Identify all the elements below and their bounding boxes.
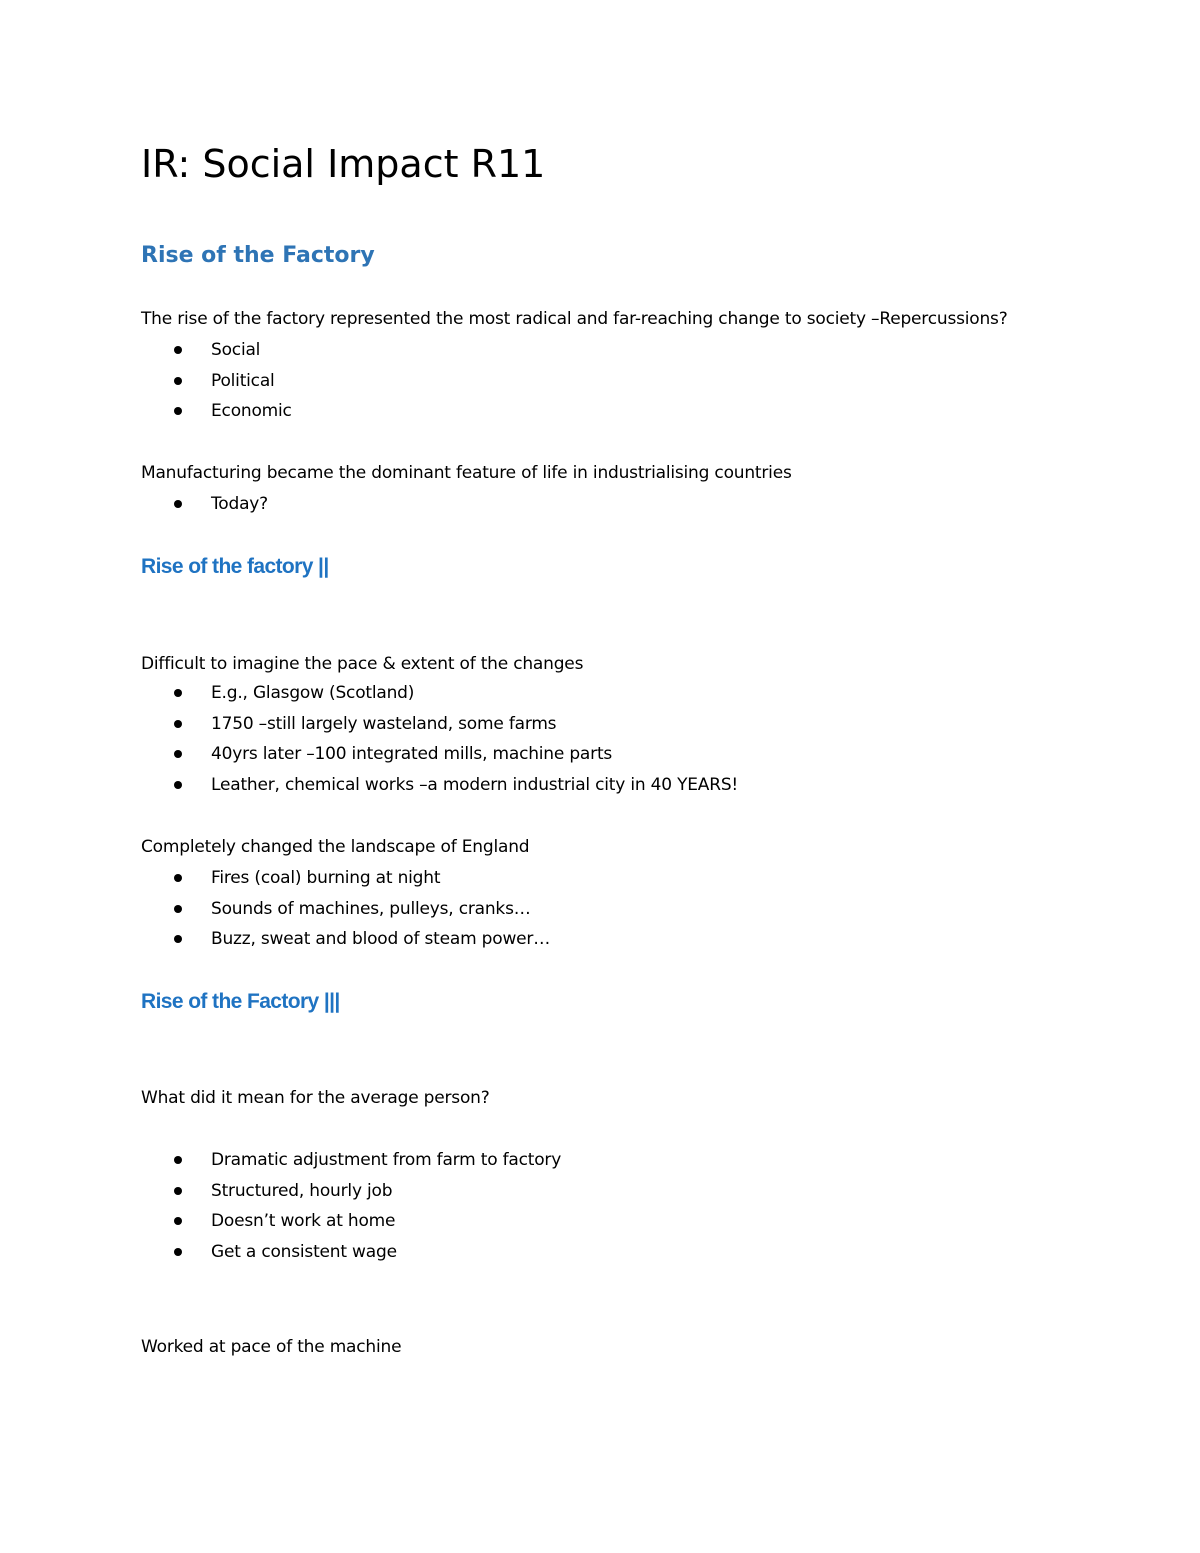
list-item (141, 369, 292, 400)
bullet-icon (174, 407, 182, 415)
bullet-icon (174, 1156, 182, 1164)
bullet-list-repercussions (141, 338, 292, 430)
bullet-icon (174, 720, 182, 728)
paragraph-average-person: What did it mean for the average person? (141, 1088, 490, 1108)
bullet-icon (174, 1248, 182, 1256)
bullet-list-average-person (141, 1148, 561, 1271)
bullet-icon (174, 750, 182, 758)
bullet-icon (174, 1217, 182, 1225)
bullet-icon (174, 500, 182, 508)
list-item (141, 742, 738, 773)
list-item-text: 40yrs later –100 integrated mills, machine parts (211, 744, 613, 765)
list-item-text: Social (211, 340, 261, 360)
bullet-icon (174, 689, 182, 697)
list-item (141, 712, 738, 743)
paragraph-rise-of-factory-intro: The rise of the factory represented the most radical and far-reaching change to society –Repercussions? (141, 309, 1008, 329)
paragraph-pace-of-machine: Worked at pace of the machine (141, 1337, 402, 1357)
list-item (141, 773, 738, 804)
paragraph-manufacturing: Manufacturing became the dominant feature of life in industrialising countries (141, 463, 792, 483)
list-item-text: Economic (211, 401, 292, 422)
bullet-icon (174, 935, 182, 943)
list-item (141, 681, 738, 712)
list-item-text: Fires (coal) burning at night (211, 868, 441, 888)
list-item (141, 1179, 561, 1210)
bullet-list-landscape (141, 866, 550, 958)
list-item-text: Doesn’t work at home (211, 1211, 396, 1232)
list-item-text: Leather, chemical works –a modern industrial city in 40 YEARS! (211, 775, 739, 796)
bullet-icon (174, 377, 182, 385)
list-item-text: Today? (211, 494, 268, 514)
list-item-text: Buzz, sweat and blood of steam power… (211, 929, 550, 950)
list-item-text: 1750 –still largely wasteland, some farms (211, 713, 557, 734)
list-item-text: Sounds of machines, pulleys, cranks… (211, 898, 531, 919)
list-item-text: Dramatic adjustment from farm to factory (211, 1150, 562, 1170)
section-heading-rise-of-the-factory-2: Rise of the factory || (141, 555, 329, 578)
bullet-icon (174, 874, 182, 882)
section-heading-rise-of-the-factory-3: Rise of the Factory ||| (141, 990, 340, 1013)
section-heading-rise-of-the-factory: Rise of the Factory (141, 243, 375, 268)
list-item (141, 897, 550, 928)
list-item (141, 927, 550, 958)
list-item (141, 1148, 561, 1179)
list-item-text: Political (211, 370, 275, 391)
bullet-icon (174, 1187, 182, 1195)
list-item (141, 866, 550, 897)
list-item (141, 492, 268, 523)
bullet-icon (174, 781, 182, 789)
list-item (141, 1240, 561, 1271)
list-item (141, 1209, 561, 1240)
list-item (141, 338, 292, 369)
list-item (141, 399, 292, 430)
paragraph-pace-of-changes: Difficult to imagine the pace & extent of the changes (141, 654, 584, 674)
bullet-icon (174, 346, 182, 354)
bullet-icon (174, 905, 182, 913)
list-item-text: Get a consistent wage (211, 1242, 397, 1263)
list-item-text: Structured, hourly job (211, 1180, 393, 1201)
bullet-list-glasgow (141, 681, 738, 804)
paragraph-landscape-of-england: Completely changed the landscape of England (141, 837, 530, 857)
bullet-list-today (141, 492, 268, 523)
list-item-text: E.g., Glasgow (Scotland) (211, 683, 415, 703)
document-title: IR: Social Impact R11 (141, 142, 546, 186)
